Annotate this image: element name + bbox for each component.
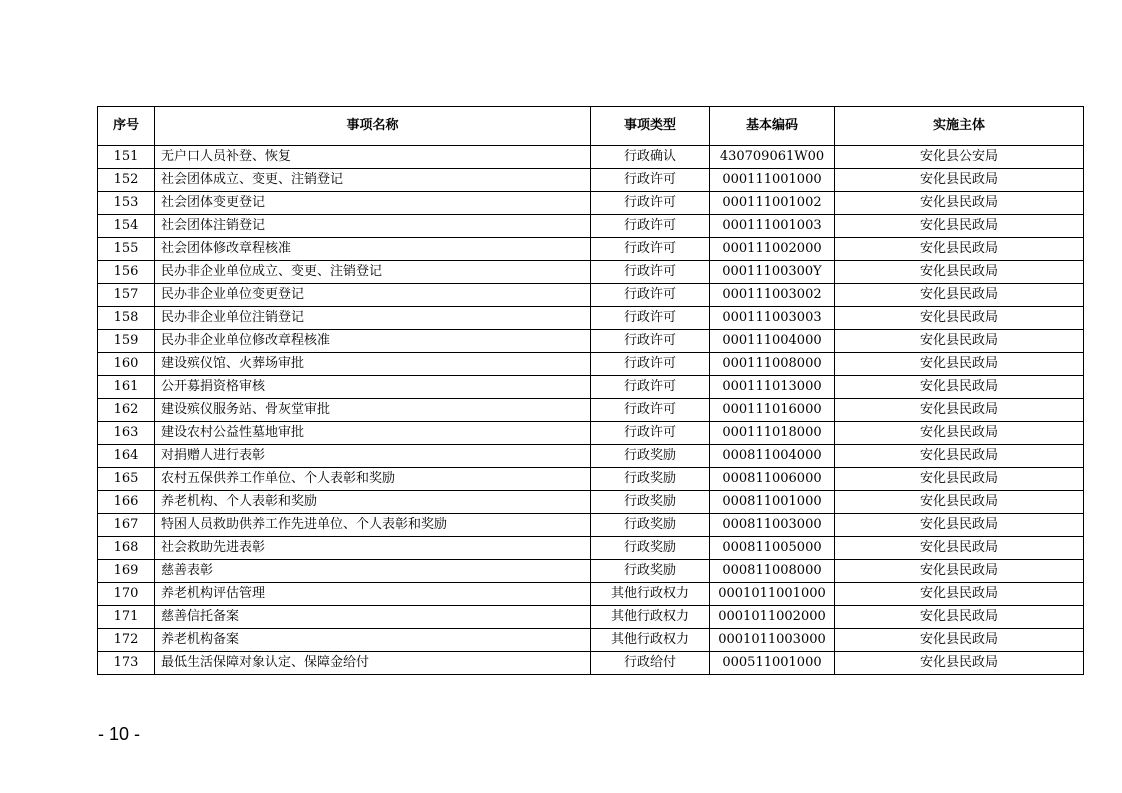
cell-type: 行政奖励	[591, 514, 710, 537]
cell-type: 其他行政权力	[591, 606, 710, 629]
cell-name: 建设殡仪馆、火葬场审批	[155, 353, 591, 376]
table-row	[98, 629, 1084, 652]
table-row	[98, 560, 1084, 583]
cell-type: 行政许可	[591, 238, 710, 261]
table-row	[98, 376, 1084, 399]
cell-code: 000111003003	[710, 307, 835, 330]
cell-org: 安化县民政局	[835, 560, 1084, 583]
cell-org: 安化县民政局	[835, 491, 1084, 514]
cell-org: 安化县民政局	[835, 399, 1084, 422]
cell-org: 安化县民政局	[835, 192, 1084, 215]
cell-type: 行政给付	[591, 652, 710, 675]
cell-index: 165	[98, 468, 155, 491]
cell-code: 000811001000	[710, 491, 835, 514]
cell-name: 慈善表彰	[155, 560, 591, 583]
cell-code: 000111003002	[710, 284, 835, 307]
cell-type: 行政许可	[591, 307, 710, 330]
table-row	[98, 284, 1084, 307]
cell-code: 000111001002	[710, 192, 835, 215]
table-body	[98, 146, 1084, 675]
table-row	[98, 652, 1084, 675]
cell-name: 农村五保供养工作单位、个人表彰和奖励	[155, 468, 591, 491]
table-row	[98, 307, 1084, 330]
cell-name: 最低生活保障对象认定、保障金给付	[155, 652, 591, 675]
cell-index: 167	[98, 514, 155, 537]
cell-index: 166	[98, 491, 155, 514]
cell-type: 行政许可	[591, 169, 710, 192]
cell-type: 行政奖励	[591, 560, 710, 583]
cell-code: 000111001000	[710, 169, 835, 192]
cell-type: 行政许可	[591, 192, 710, 215]
table-row	[98, 537, 1084, 560]
cell-code: 0001011001000	[710, 583, 835, 606]
cell-name: 无户口人员补登、恢复	[155, 146, 591, 169]
table-row	[98, 353, 1084, 376]
cell-index: 169	[98, 560, 155, 583]
cell-name: 养老机构备案	[155, 629, 591, 652]
items-table	[97, 106, 1084, 675]
table-row	[98, 399, 1084, 422]
cell-type: 行政奖励	[591, 468, 710, 491]
table-row	[98, 583, 1084, 606]
table-row	[98, 146, 1084, 169]
cell-index: 157	[98, 284, 155, 307]
cell-name: 社会团体修改章程核准	[155, 238, 591, 261]
cell-name: 特困人员救助供养工作先进单位、个人表彰和奖励	[155, 514, 591, 537]
cell-name: 民办非企业单位变更登记	[155, 284, 591, 307]
cell-code: 000811008000	[710, 560, 835, 583]
table-row	[98, 215, 1084, 238]
cell-name: 对捐赠人进行表彰	[155, 445, 591, 468]
cell-name: 社会团体变更登记	[155, 192, 591, 215]
cell-index: 154	[98, 215, 155, 238]
cell-type: 行政奖励	[591, 445, 710, 468]
cell-org: 安化县民政局	[835, 238, 1084, 261]
table-row	[98, 261, 1084, 284]
cell-code: 000511001000	[710, 652, 835, 675]
header-row	[98, 107, 1084, 146]
cell-name: 建设农村公益性墓地审批	[155, 422, 591, 445]
cell-code: 430709061W00	[710, 146, 835, 169]
cell-org: 安化县民政局	[835, 537, 1084, 560]
table-row	[98, 514, 1084, 537]
cell-code: 000111016000	[710, 399, 835, 422]
cell-org: 安化县民政局	[835, 629, 1084, 652]
cell-code: 000811005000	[710, 537, 835, 560]
cell-type: 行政许可	[591, 215, 710, 238]
cell-index: 151	[98, 146, 155, 169]
cell-index: 158	[98, 307, 155, 330]
cell-code: 0001011002000	[710, 606, 835, 629]
cell-name: 建设殡仪服务站、骨灰堂审批	[155, 399, 591, 422]
cell-name: 养老机构评估管理	[155, 583, 591, 606]
page-number: - 10 -	[98, 724, 141, 744]
table-row	[98, 192, 1084, 215]
cell-org: 安化县民政局	[835, 307, 1084, 330]
cell-index: 159	[98, 330, 155, 353]
cell-org: 安化县民政局	[835, 606, 1084, 629]
cell-code: 000111002000	[710, 238, 835, 261]
table-row	[98, 491, 1084, 514]
cell-name: 社会团体成立、变更、注销登记	[155, 169, 591, 192]
cell-code: 000111013000	[710, 376, 835, 399]
table-row	[98, 330, 1084, 353]
cell-name: 民办非企业单位成立、变更、注销登记	[155, 261, 591, 284]
cell-org: 安化县公安局	[835, 146, 1084, 169]
cell-code: 000811003000	[710, 514, 835, 537]
cell-index: 164	[98, 445, 155, 468]
table-row	[98, 169, 1084, 192]
table-row	[98, 238, 1084, 261]
header-type: 事项类型	[591, 107, 710, 146]
cell-code: 000111004000	[710, 330, 835, 353]
cell-code: 00011100300Y	[710, 261, 835, 284]
cell-code: 0001011003000	[710, 629, 835, 652]
cell-name: 社会团体注销登记	[155, 215, 591, 238]
cell-type: 行政许可	[591, 284, 710, 307]
cell-index: 153	[98, 192, 155, 215]
header-name: 事项名称	[155, 107, 591, 146]
cell-code: 000111001003	[710, 215, 835, 238]
cell-type: 行政许可	[591, 422, 710, 445]
cell-type: 行政许可	[591, 376, 710, 399]
header-code: 基本编码	[710, 107, 835, 146]
cell-type: 行政奖励	[591, 491, 710, 514]
cell-code: 000811006000	[710, 468, 835, 491]
cell-org: 安化县民政局	[835, 652, 1084, 675]
table-row	[98, 606, 1084, 629]
cell-index: 171	[98, 606, 155, 629]
cell-index: 173	[98, 652, 155, 675]
cell-type: 其他行政权力	[591, 583, 710, 606]
cell-type: 行政许可	[591, 261, 710, 284]
cell-org: 安化县民政局	[835, 583, 1084, 606]
cell-index: 168	[98, 537, 155, 560]
cell-org: 安化县民政局	[835, 353, 1084, 376]
cell-type: 其他行政权力	[591, 629, 710, 652]
cell-index: 172	[98, 629, 155, 652]
cell-org: 安化县民政局	[835, 215, 1084, 238]
cell-org: 安化县民政局	[835, 261, 1084, 284]
cell-index: 156	[98, 261, 155, 284]
cell-type: 行政许可	[591, 399, 710, 422]
cell-index: 155	[98, 238, 155, 261]
cell-org: 安化县民政局	[835, 445, 1084, 468]
cell-org: 安化县民政局	[835, 169, 1084, 192]
cell-type: 行政奖励	[591, 537, 710, 560]
cell-org: 安化县民政局	[835, 330, 1084, 353]
cell-org: 安化县民政局	[835, 514, 1084, 537]
cell-code: 000111018000	[710, 422, 835, 445]
cell-name: 民办非企业单位注销登记	[155, 307, 591, 330]
cell-type: 行政许可	[591, 353, 710, 376]
cell-org: 安化县民政局	[835, 376, 1084, 399]
cell-name: 养老机构、个人表彰和奖励	[155, 491, 591, 514]
cell-org: 安化县民政局	[835, 422, 1084, 445]
cell-org: 安化县民政局	[835, 468, 1084, 491]
cell-code: 000111008000	[710, 353, 835, 376]
table-row	[98, 422, 1084, 445]
header-org: 实施主体	[835, 107, 1084, 146]
table-row	[98, 468, 1084, 491]
cell-name: 慈善信托备案	[155, 606, 591, 629]
table-header	[98, 107, 1084, 146]
cell-org: 安化县民政局	[835, 284, 1084, 307]
cell-type: 行政许可	[591, 330, 710, 353]
cell-index: 170	[98, 583, 155, 606]
cell-index: 163	[98, 422, 155, 445]
header-index: 序号	[98, 107, 155, 146]
cell-name: 社会救助先进表彰	[155, 537, 591, 560]
cell-index: 161	[98, 376, 155, 399]
cell-type: 行政确认	[591, 146, 710, 169]
cell-index: 152	[98, 169, 155, 192]
table-row	[98, 445, 1084, 468]
cell-name: 公开募捐资格审核	[155, 376, 591, 399]
cell-code: 000811004000	[710, 445, 835, 468]
cell-index: 162	[98, 399, 155, 422]
cell-name: 民办非企业单位修改章程核准	[155, 330, 591, 353]
cell-index: 160	[98, 353, 155, 376]
